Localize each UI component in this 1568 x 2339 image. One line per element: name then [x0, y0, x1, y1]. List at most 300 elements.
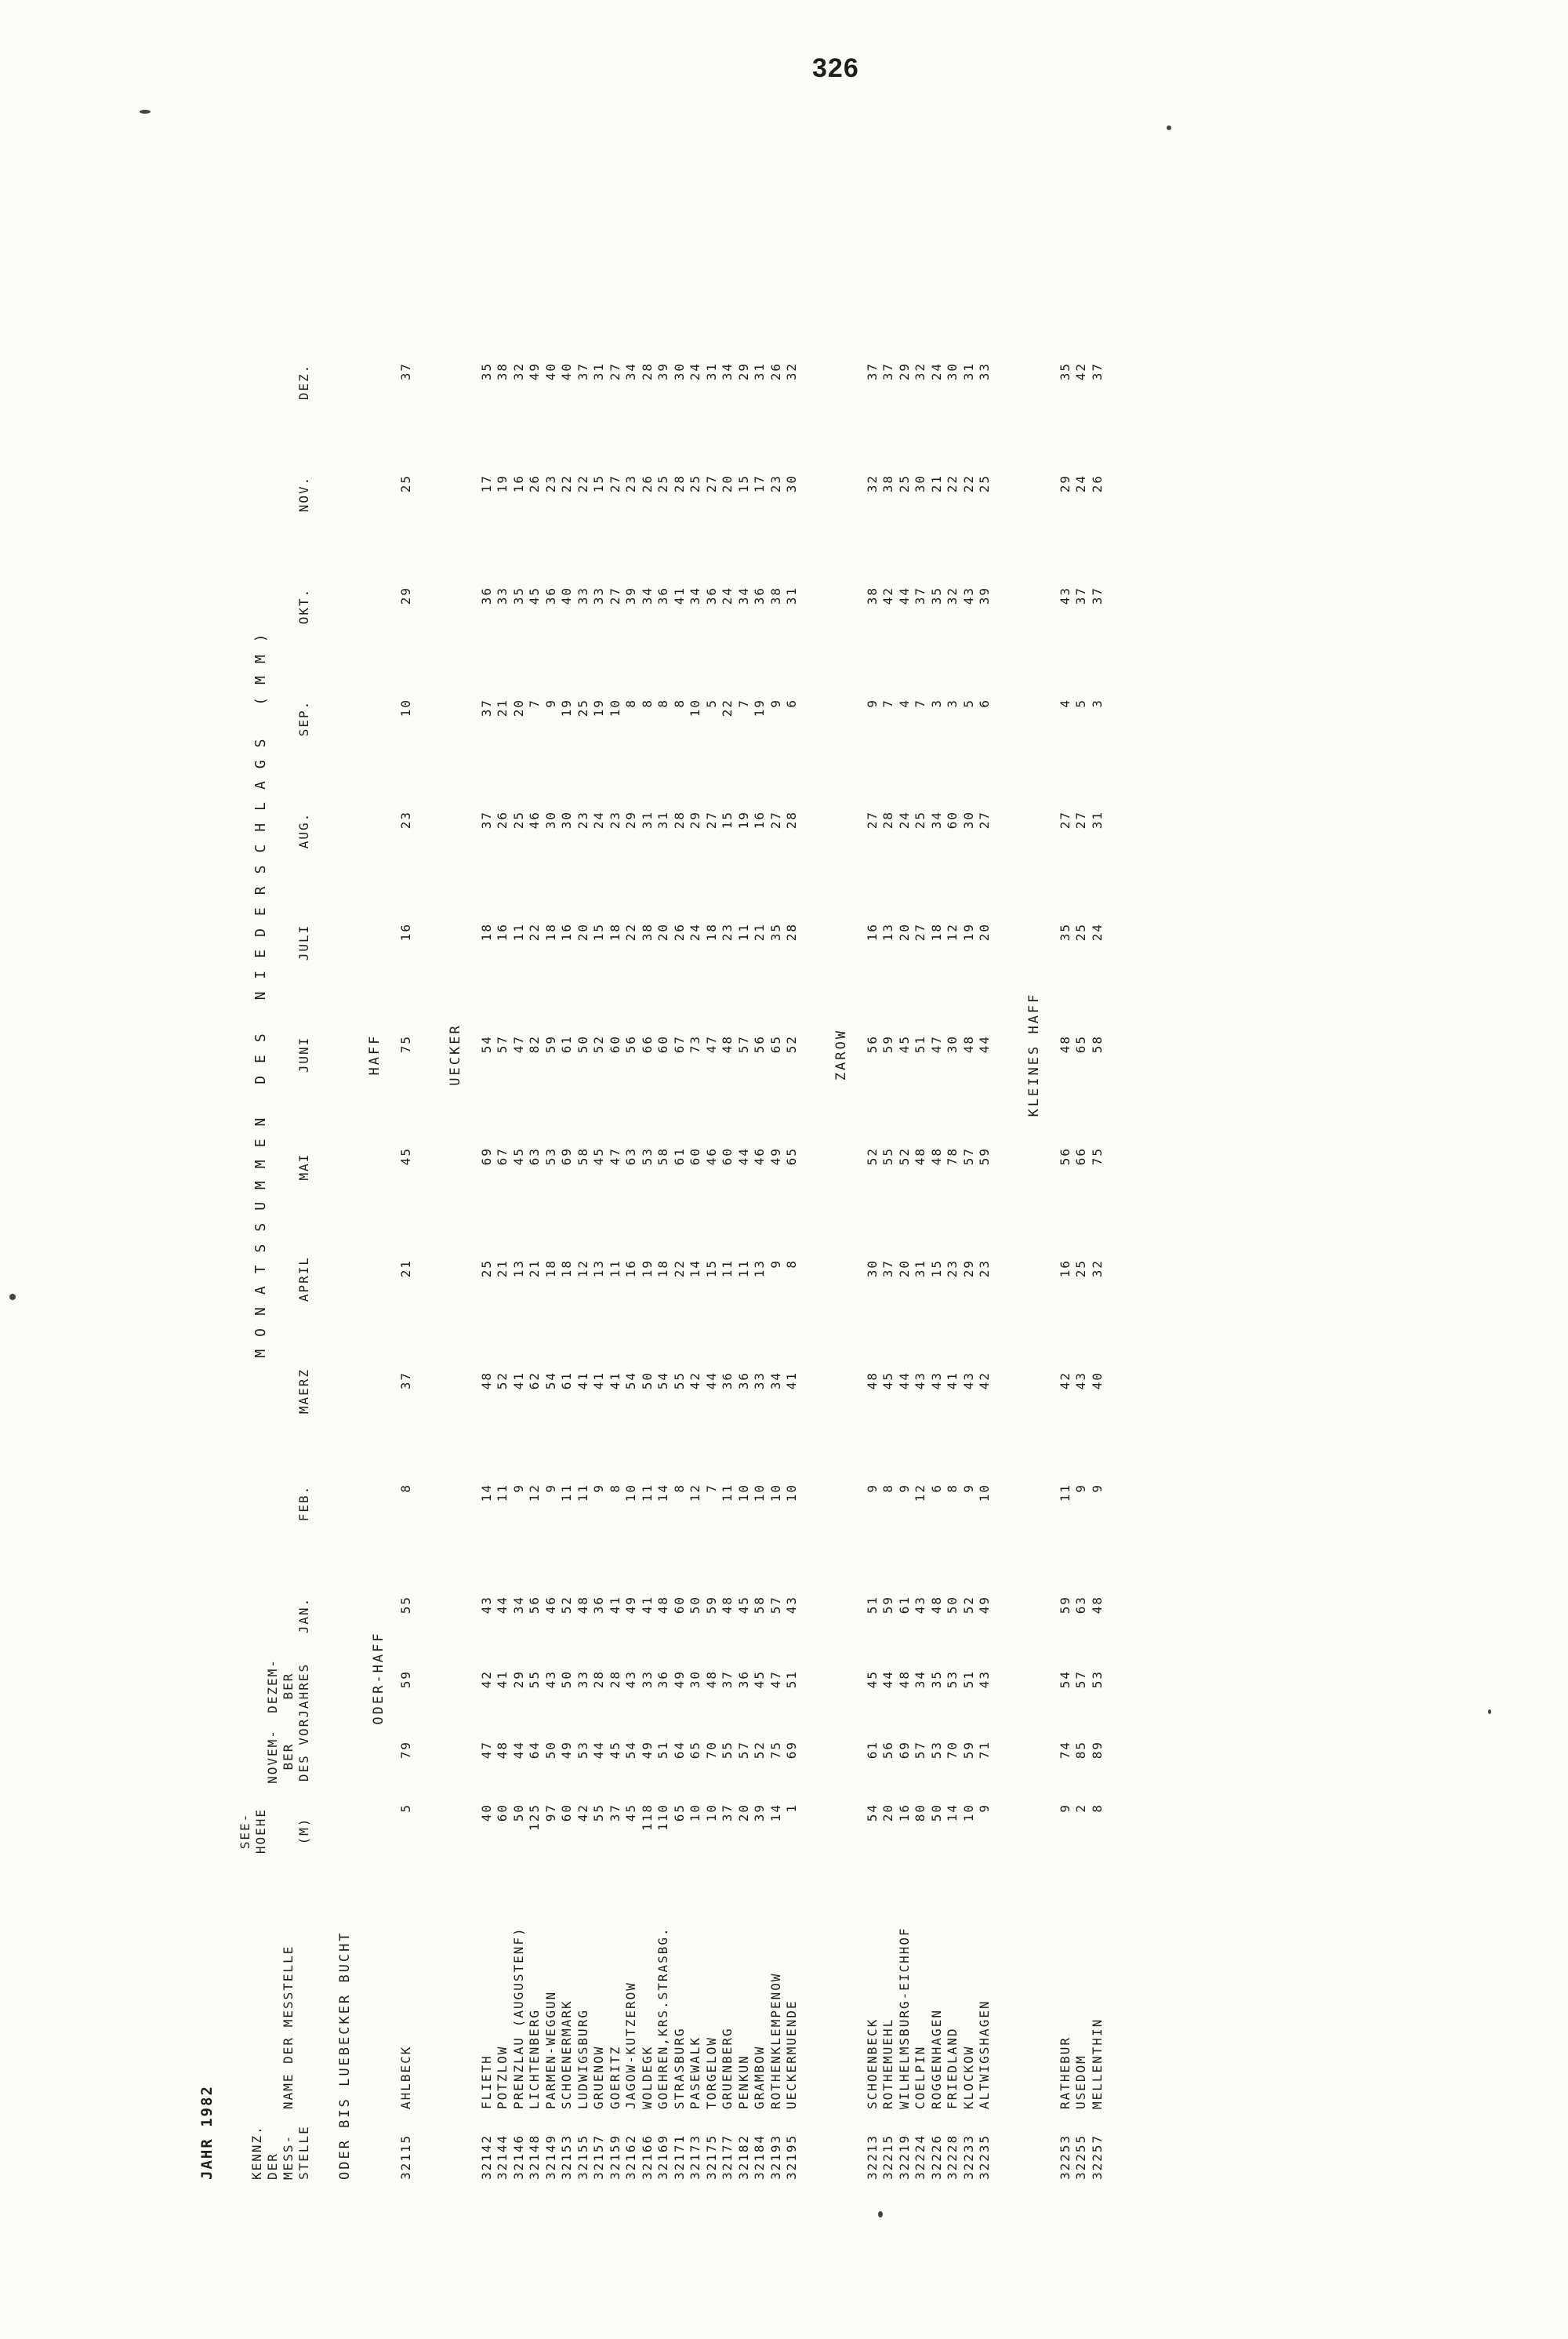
value-cell: 56 — [864, 1035, 880, 1054]
value-cell: 37 — [478, 699, 494, 717]
value-cell: 11 — [720, 1484, 735, 1502]
value-cell: 47 — [510, 1035, 526, 1054]
value-cell: 28 — [671, 811, 687, 830]
value-cell: 48 — [864, 1371, 880, 1390]
value-cell: 35 — [1057, 362, 1073, 381]
header-kennz-2: DER — [265, 2152, 280, 2180]
value-cell: 30 — [543, 811, 558, 830]
station-id: 32235 — [977, 2134, 992, 2180]
value-cell: 55 — [880, 1147, 895, 1166]
station-name: COELPIN — [913, 2045, 927, 2109]
value-cell: 43 — [913, 1596, 927, 1614]
value-cell: 60 — [688, 1147, 702, 1166]
value-cell: 42 — [478, 1670, 494, 1689]
value-cell: 7 — [913, 699, 927, 708]
value-cell: 9 — [768, 699, 783, 708]
value-cell: 85 — [1073, 1741, 1088, 1760]
month-header: SEP. — [296, 699, 311, 737]
value-cell: 19 — [495, 474, 510, 493]
value-cell: 36 — [655, 1670, 670, 1689]
value-cell: 42 — [977, 1371, 992, 1390]
page-number: 326 — [812, 53, 859, 83]
value-cell: 50 — [559, 1670, 574, 1689]
value-cell: 89 — [1089, 1741, 1105, 1760]
value-cell: 6 — [928, 1484, 944, 1493]
value-cell: 48 — [1057, 1035, 1073, 1054]
value-cell: 13 — [752, 1259, 767, 1278]
value-cell: 33 — [575, 587, 590, 605]
scan-speck — [9, 1294, 16, 1300]
value-cell: 29 — [623, 811, 638, 830]
value-cell: 65 — [671, 1803, 687, 1822]
value-cell: 51 — [655, 1741, 670, 1760]
value-cell: 57 — [768, 1596, 783, 1614]
value-cell: 45 — [864, 1670, 880, 1689]
value-cell: 26 — [639, 474, 655, 493]
value-cell: 7 — [735, 699, 751, 708]
value-cell: 14 — [688, 1259, 702, 1278]
value-cell: 69 — [559, 1147, 574, 1166]
value-cell: 28 — [880, 811, 895, 830]
value-cell: 11 — [1057, 1484, 1073, 1502]
value-cell: 11 — [495, 1484, 510, 1502]
value-cell: 28 — [671, 474, 687, 493]
value-cell: 3 — [945, 699, 960, 708]
value-cell: 19 — [591, 699, 606, 717]
value-cell: 37 — [607, 1803, 622, 1822]
value-cell: 21 — [752, 923, 767, 942]
value-cell: 62 — [527, 1371, 542, 1390]
value-cell: 45 — [591, 1147, 606, 1166]
value-cell: 36 — [591, 1596, 606, 1614]
value-cell: 20 — [655, 923, 670, 942]
value-cell: 11 — [607, 1259, 622, 1278]
value-cell: 37 — [913, 587, 927, 605]
region-label: ODER BIS LUEBECKER BUCHT — [337, 1930, 353, 2180]
value-cell: 42 — [575, 1803, 590, 1822]
station-id: 32213 — [864, 2134, 880, 2180]
value-cell: 28 — [607, 1670, 622, 1689]
value-cell: 48 — [960, 1035, 976, 1054]
value-cell: 39 — [655, 362, 670, 381]
value-cell: 6 — [784, 699, 799, 708]
value-cell: 63 — [1073, 1596, 1088, 1614]
value-cell: 47 — [928, 1035, 944, 1054]
value-cell: 34 — [623, 362, 638, 381]
value-cell: 8 — [655, 699, 670, 708]
value-cell: 80 — [913, 1803, 927, 1822]
value-cell: 36 — [478, 587, 494, 605]
value-cell: 41 — [591, 1371, 606, 1390]
value-cell: 19 — [639, 1259, 655, 1278]
value-cell: 25 — [575, 699, 590, 717]
value-cell: 29 — [510, 1670, 526, 1689]
value-cell: 10 — [688, 1803, 702, 1822]
value-cell: 59 — [960, 1741, 976, 1760]
value-cell: 49 — [671, 1670, 687, 1689]
value-cell: 48 — [720, 1596, 735, 1614]
value-cell: 24 — [1073, 474, 1088, 493]
value-cell: 48 — [703, 1670, 719, 1689]
value-cell: 30 — [559, 811, 574, 830]
station-id: 32226 — [928, 2134, 944, 2180]
value-cell: 28 — [639, 362, 655, 381]
value-cell: 45 — [607, 1741, 622, 1760]
value-cell: 54 — [1057, 1670, 1073, 1689]
value-cell: 70 — [945, 1741, 960, 1760]
station-name: ALTWIGSHAGEN — [977, 1999, 992, 2109]
value-cell: 41 — [575, 1371, 590, 1390]
value-cell: 49 — [559, 1741, 574, 1760]
value-cell: 44 — [703, 1371, 719, 1390]
value-cell: 52 — [864, 1147, 880, 1166]
value-cell: 37 — [1073, 587, 1088, 605]
value-cell: 43 — [960, 1371, 976, 1390]
month-header: MAI — [296, 1153, 311, 1181]
value-cell: 5 — [703, 699, 719, 708]
value-cell: 39 — [977, 587, 992, 605]
value-cell: 59 — [543, 1035, 558, 1054]
scan-speck — [878, 2211, 883, 2217]
value-cell: 18 — [607, 923, 622, 942]
value-cell: 65 — [688, 1741, 702, 1760]
value-cell: 10 — [623, 1484, 638, 1502]
value-cell: 54 — [623, 1741, 638, 1760]
value-cell: 54 — [655, 1371, 670, 1390]
value-cell: 28 — [784, 811, 799, 830]
value-cell: 34 — [913, 1670, 927, 1689]
value-cell: 43 — [623, 1670, 638, 1689]
value-cell: 30 — [913, 474, 927, 493]
value-cell: 43 — [977, 1670, 992, 1689]
value-cell: 48 — [928, 1596, 944, 1614]
value-cell: 52 — [960, 1596, 976, 1614]
value-cell: 5 — [398, 1803, 413, 1813]
month-header: JAN. — [296, 1596, 311, 1634]
value-cell: 23 — [575, 811, 590, 830]
station-id: 32155 — [575, 2134, 590, 2180]
value-cell: 52 — [495, 1371, 510, 1390]
value-cell: 6 — [977, 699, 992, 708]
value-cell: 21 — [495, 699, 510, 717]
value-cell: 34 — [510, 1596, 526, 1614]
value-cell: 18 — [559, 1259, 574, 1278]
value-cell: 8 — [607, 1484, 622, 1493]
value-cell: 9 — [864, 1484, 880, 1493]
station-id: 32142 — [478, 2134, 494, 2180]
station-id: 32177 — [720, 2134, 735, 2180]
value-cell: 53 — [945, 1670, 960, 1689]
station-name: GOEHREN,KRS.STRASBG. — [655, 1927, 670, 2109]
value-cell: 2 — [1073, 1803, 1088, 1813]
value-cell: 49 — [977, 1596, 992, 1614]
value-cell: 60 — [607, 1035, 622, 1054]
value-cell: 32 — [945, 587, 960, 605]
value-cell: 34 — [639, 587, 655, 605]
value-cell: 31 — [591, 362, 606, 381]
value-cell: 10 — [688, 699, 702, 717]
value-cell: 10 — [960, 1803, 976, 1822]
rotated-table — [0, 204, 1411, 2211]
value-cell: 43 — [784, 1596, 799, 1614]
value-cell: 59 — [1057, 1596, 1073, 1614]
value-cell: 8 — [1089, 1803, 1105, 1813]
value-cell: 64 — [671, 1741, 687, 1760]
value-cell: 3 — [928, 699, 944, 708]
value-cell: 28 — [784, 923, 799, 942]
value-cell: 23 — [623, 474, 638, 493]
value-cell: 24 — [688, 923, 702, 942]
value-cell: 52 — [559, 1596, 574, 1614]
value-cell: 18 — [478, 923, 494, 942]
value-cell: 14 — [945, 1803, 960, 1822]
value-cell: 12 — [527, 1484, 542, 1502]
value-cell: 22 — [960, 474, 976, 493]
value-cell: 47 — [768, 1670, 783, 1689]
station-id: 32153 — [559, 2134, 574, 2180]
value-cell: 57 — [735, 1741, 751, 1760]
value-cell: 11 — [720, 1259, 735, 1278]
value-cell: 31 — [655, 811, 670, 830]
value-cell: 27 — [768, 811, 783, 830]
value-cell: 12 — [913, 1484, 927, 1502]
value-cell: 118 — [639, 1803, 655, 1831]
value-cell: 59 — [977, 1147, 992, 1166]
value-cell: 17 — [752, 474, 767, 493]
station-name: GRUENBERG — [720, 2027, 735, 2109]
value-cell: 29 — [688, 811, 702, 830]
value-cell: 69 — [896, 1741, 912, 1760]
value-cell: 20 — [735, 1803, 751, 1822]
value-cell: 40 — [1089, 1371, 1105, 1390]
value-cell: 32 — [1089, 1259, 1105, 1278]
value-cell: 30 — [945, 362, 960, 381]
value-cell: 10 — [398, 699, 413, 717]
month-header: JULI — [296, 924, 311, 961]
value-cell: 9 — [510, 1484, 526, 1493]
station-name: USEDOM — [1073, 2054, 1088, 2109]
section-label-uecker: UECKER — [447, 1023, 463, 1086]
value-cell: 34 — [768, 1371, 783, 1390]
value-cell: 60 — [495, 1803, 510, 1822]
value-cell: 46 — [703, 1147, 719, 1166]
value-cell: 33 — [977, 362, 992, 381]
value-cell: 40 — [543, 362, 558, 381]
value-cell: 13 — [591, 1259, 606, 1278]
value-cell: 16 — [864, 923, 880, 942]
header-kennz-1: KENNZ. — [249, 2125, 264, 2180]
value-cell: 9 — [977, 1803, 992, 1813]
station-name: PENKUN — [735, 2054, 751, 2109]
station-id: 32224 — [913, 2134, 927, 2180]
value-cell: 23 — [720, 923, 735, 942]
value-cell: 55 — [591, 1803, 606, 1822]
value-cell: 53 — [639, 1147, 655, 1166]
value-cell: 64 — [527, 1741, 542, 1760]
value-cell: 27 — [703, 474, 719, 493]
station-name: TORGELOW — [703, 2036, 719, 2109]
value-cell: 29 — [960, 1259, 976, 1278]
value-cell: 59 — [398, 1670, 413, 1689]
value-cell: 43 — [543, 1670, 558, 1689]
value-cell: 61 — [559, 1035, 574, 1054]
value-cell: 50 — [928, 1803, 944, 1822]
value-cell: 59 — [880, 1035, 895, 1054]
value-cell: 15 — [928, 1259, 944, 1278]
value-cell: 20 — [896, 1259, 912, 1278]
value-cell: 25 — [1073, 923, 1088, 942]
value-cell: 61 — [864, 1741, 880, 1760]
value-cell: 41 — [945, 1371, 960, 1390]
station-id: 32184 — [752, 2134, 767, 2180]
value-cell: 79 — [398, 1741, 413, 1760]
value-cell: 59 — [703, 1596, 719, 1614]
value-cell: 16 — [510, 474, 526, 493]
value-cell: 57 — [913, 1741, 927, 1760]
station-name: WOLDEGK — [639, 2045, 655, 2109]
value-cell: 11 — [735, 923, 751, 942]
value-cell: 36 — [752, 587, 767, 605]
value-cell: 110 — [655, 1803, 670, 1831]
value-cell: 67 — [671, 1035, 687, 1054]
value-cell: 19 — [960, 923, 976, 942]
value-cell: 33 — [591, 587, 606, 605]
value-cell: 50 — [543, 1741, 558, 1760]
value-cell: 49 — [527, 362, 542, 381]
value-cell: 54 — [478, 1035, 494, 1054]
value-cell: 30 — [945, 1035, 960, 1054]
header-vorjahr: DES VORJAHRES — [296, 1662, 311, 1782]
value-cell: 43 — [478, 1596, 494, 1614]
value-cell: 9 — [864, 699, 880, 708]
value-cell: 56 — [527, 1596, 542, 1614]
value-cell: 40 — [559, 587, 574, 605]
header-dez-1: DEZEM- — [265, 1658, 280, 1713]
value-cell: 9 — [543, 1484, 558, 1493]
value-cell: 43 — [960, 587, 976, 605]
station-id: 32115 — [398, 2134, 413, 2180]
value-cell: 55 — [671, 1371, 687, 1390]
value-cell: 66 — [639, 1035, 655, 1054]
value-cell: 23 — [768, 474, 783, 493]
value-cell: 11 — [510, 923, 526, 942]
value-cell: 57 — [735, 1035, 751, 1054]
value-cell: 5 — [960, 699, 976, 708]
value-cell: 11 — [735, 1259, 751, 1278]
header-kennz-4: STELLE — [296, 2125, 311, 2180]
value-cell: 12 — [945, 923, 960, 942]
value-cell: 44 — [495, 1596, 510, 1614]
value-cell: 11 — [575, 1484, 590, 1502]
header-name: NAME DER MESSTELLE — [281, 1945, 296, 2109]
value-cell: 17 — [478, 474, 494, 493]
value-cell: 8 — [784, 1259, 799, 1269]
month-header: DEZ. — [296, 363, 311, 401]
value-cell: 24 — [896, 811, 912, 830]
value-cell: 27 — [1073, 811, 1088, 830]
value-cell: 35 — [768, 923, 783, 942]
value-cell: 32 — [864, 474, 880, 493]
value-cell: 57 — [495, 1035, 510, 1054]
value-cell: 26 — [1089, 474, 1105, 493]
value-cell: 59 — [880, 1596, 895, 1614]
value-cell: 61 — [559, 1371, 574, 1390]
value-cell: 37 — [398, 1371, 413, 1390]
value-cell: 50 — [639, 1371, 655, 1390]
value-cell: 48 — [913, 1147, 927, 1166]
value-cell: 44 — [510, 1741, 526, 1760]
value-cell: 24 — [688, 362, 702, 381]
value-cell: 29 — [896, 362, 912, 381]
value-cell: 71 — [977, 1741, 992, 1760]
value-cell: 25 — [896, 474, 912, 493]
value-cell: 8 — [398, 1484, 413, 1493]
value-cell: 48 — [478, 1371, 494, 1390]
value-cell: 54 — [543, 1371, 558, 1390]
value-cell: 9 — [896, 1484, 912, 1493]
value-cell: 22 — [945, 474, 960, 493]
value-cell: 9 — [960, 1484, 976, 1493]
value-cell: 25 — [1073, 1259, 1088, 1278]
value-cell: 33 — [575, 1670, 590, 1689]
value-cell: 48 — [575, 1596, 590, 1614]
value-cell: 37 — [398, 362, 413, 381]
header-seehoehe-2: HOEHE — [253, 1807, 268, 1854]
value-cell: 55 — [398, 1596, 413, 1614]
value-cell: 56 — [880, 1741, 895, 1760]
station-name: GOERITZ — [607, 2045, 622, 2109]
value-cell: 28 — [591, 1670, 606, 1689]
value-cell: 13 — [880, 923, 895, 942]
station-name: RATHEBUR — [1057, 2036, 1073, 2109]
value-cell: 8 — [639, 699, 655, 708]
station-name: PRENZLAU (AUGUSTENF) — [510, 1927, 526, 2109]
value-cell: 33 — [495, 587, 510, 605]
station-name: STRASBURG — [671, 2027, 687, 2109]
value-cell: 25 — [977, 474, 992, 493]
value-cell: 36 — [735, 1670, 751, 1689]
value-cell: 15 — [591, 923, 606, 942]
value-cell: 14 — [768, 1803, 783, 1822]
value-cell: 20 — [880, 1803, 895, 1822]
value-cell: 27 — [864, 811, 880, 830]
value-cell: 56 — [752, 1035, 767, 1054]
station-name: ROGGENHAGEN — [928, 2009, 944, 2109]
value-cell: 37 — [880, 1259, 895, 1278]
value-cell: 15 — [703, 1259, 719, 1278]
station-id: 32233 — [960, 2134, 976, 2180]
value-cell: 23 — [945, 1259, 960, 1278]
value-cell: 45 — [623, 1803, 638, 1822]
value-cell: 43 — [1073, 1371, 1088, 1390]
value-cell: 21 — [928, 474, 944, 493]
station-id: 32171 — [671, 2134, 687, 2180]
value-cell: 30 — [671, 362, 687, 381]
value-cell: 125 — [527, 1803, 542, 1831]
value-cell: 46 — [527, 811, 542, 830]
value-cell: 38 — [639, 923, 655, 942]
station-id: 32219 — [896, 2134, 912, 2180]
station-name: MELLENTHIN — [1089, 2018, 1105, 2109]
value-cell: 52 — [752, 1741, 767, 1760]
value-cell: 13 — [510, 1259, 526, 1278]
value-cell: 69 — [478, 1147, 494, 1166]
value-cell: 50 — [575, 1035, 590, 1054]
value-cell: 44 — [896, 587, 912, 605]
value-cell: 32 — [913, 362, 927, 381]
value-cell: 52 — [784, 1035, 799, 1054]
value-cell: 22 — [527, 923, 542, 942]
